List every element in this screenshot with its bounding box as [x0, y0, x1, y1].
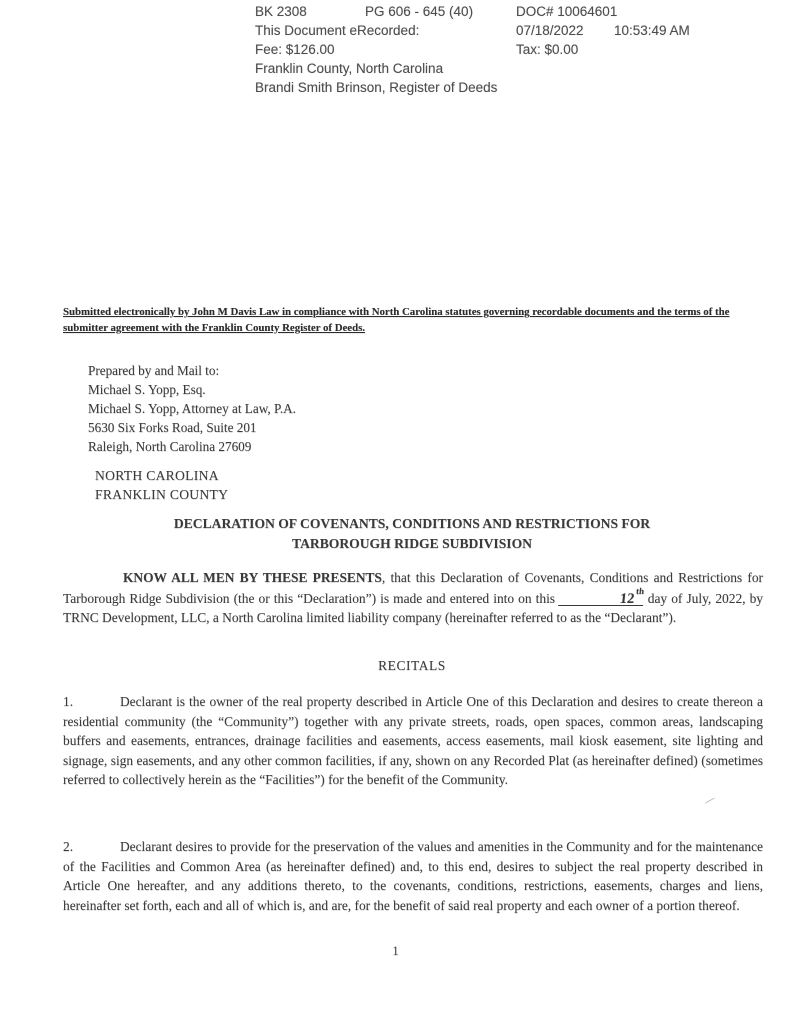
handwritten-day — [558, 585, 645, 607]
county-name: Franklin County, North Carolina — [255, 61, 444, 76]
recital-2-text: Declarant desires to provide for the preservation of the values and amenities in the Community and for the maintenance of the Facilities and Common Area (as hereinafter defined) and, to this end, desires to subject the real property described in Article One hereafter, and any additions thereto, to the covenants, conditions, restrictions, easements, charges and liens, hereinafter set forth, each and all of which is, and are, for the benefit of said real property and each owner of a portion thereof. — [63, 839, 763, 913]
prepared-by-city: Raleigh, North Carolina 27609 — [88, 438, 252, 454]
intro-after-day: day of July, 2022, by TRNC Development, LLC, a North Carolina limited liability company (hereinafter referred to as the “Declarant”). — [63, 590, 763, 626]
intro-before-day: , that this Declaration of Covenants, Conditions and Restrictions for Tarborough Ridge Subdivision (the or this “Declaration”) is made and entered into on this — [63, 570, 763, 606]
erecorded-label: This Document eRecorded: — [255, 23, 420, 38]
prepared-by-label: Prepared by and Mail to: — [88, 363, 220, 378]
tax-amount: Tax: $0.00 — [516, 42, 579, 57]
fee-amount: Fee: $126.00 — [255, 42, 335, 57]
state-line: NORTH CAROLINA — [95, 468, 219, 483]
recorded-time: 10:53:49 AM — [614, 23, 690, 38]
recital-paragraph-2 — [63, 837, 763, 915]
submitter-notice: Submitted electronically by John M Davis Law in compliance with North Carolina statutes governing recordable documents and the terms of the submitter agreement with the Franklin County Register of Deeds. — [63, 306, 730, 334]
day-suffix: th — [635, 585, 645, 596]
page-range: PG 606 - 645 (40) — [365, 4, 474, 19]
recording-stamp — [255, 4, 775, 99]
stamp-row-register — [255, 80, 775, 99]
recitals-heading: RECITALS — [378, 658, 446, 673]
stamp-row-county — [255, 61, 775, 80]
recital-1-number: 1. — [63, 694, 74, 709]
county-line: FRANKLIN COUNTY — [95, 487, 229, 502]
intro-paragraph — [63, 568, 763, 628]
recital-paragraph-1 — [63, 692, 763, 790]
day-number: 12 — [619, 590, 636, 607]
prepared-by-name: Michael S. Yopp, Esq. — [88, 381, 206, 397]
scan-artifact-mark — [704, 797, 716, 804]
jurisdiction-caption — [95, 466, 228, 504]
stamp-row-erecorded — [255, 23, 775, 42]
intro-lead-phrase: KNOW ALL MEN BY THESE PRESENTS — [123, 570, 382, 585]
stamp-row-fee-tax — [255, 42, 775, 61]
prepared-by-firm: Michael S. Yopp, Attorney at Law, P.A. — [88, 400, 296, 416]
stamp-row-book — [255, 4, 775, 23]
recorded-date: 07/18/2022 — [516, 23, 584, 38]
doc-number: DOC# 10064601 — [516, 4, 618, 19]
prepared-by-street: 5630 Six Forks Road, Suite 201 — [88, 419, 257, 435]
page-number: 1 — [392, 944, 399, 958]
recital-2-number: 2. — [63, 839, 74, 854]
document-title — [63, 514, 761, 554]
document-title-line2: TARBOROUGH RIDGE SUBDIVISION — [292, 536, 532, 551]
document-title-line1: DECLARATION OF COVENANTS, CONDITIONS AND RESTRICTIONS FOR — [173, 516, 651, 531]
recital-1-text: Declarant is the owner of the real property described in Article One of this Declaration and desires to create thereon a residential community (the “Community”) together with any private streets, roads, open spaces, common areas, landscaping buffers and easements, entrances, drainage facilities and easements, access easements, mail kiosk easement, site lighting and signage, sign easements, and any other common facilities, if any, shown on any Recorded Plat (as hereinafter defined) (sometimes referred to collectively herein as the “Facilities”) for the benefit of the Community. — [63, 694, 763, 788]
prepared-by-block — [88, 362, 296, 457]
book-number: BK 2308 — [255, 4, 307, 19]
register-of-deeds: Brandi Smith Brinson, Register of Deeds — [255, 80, 498, 95]
